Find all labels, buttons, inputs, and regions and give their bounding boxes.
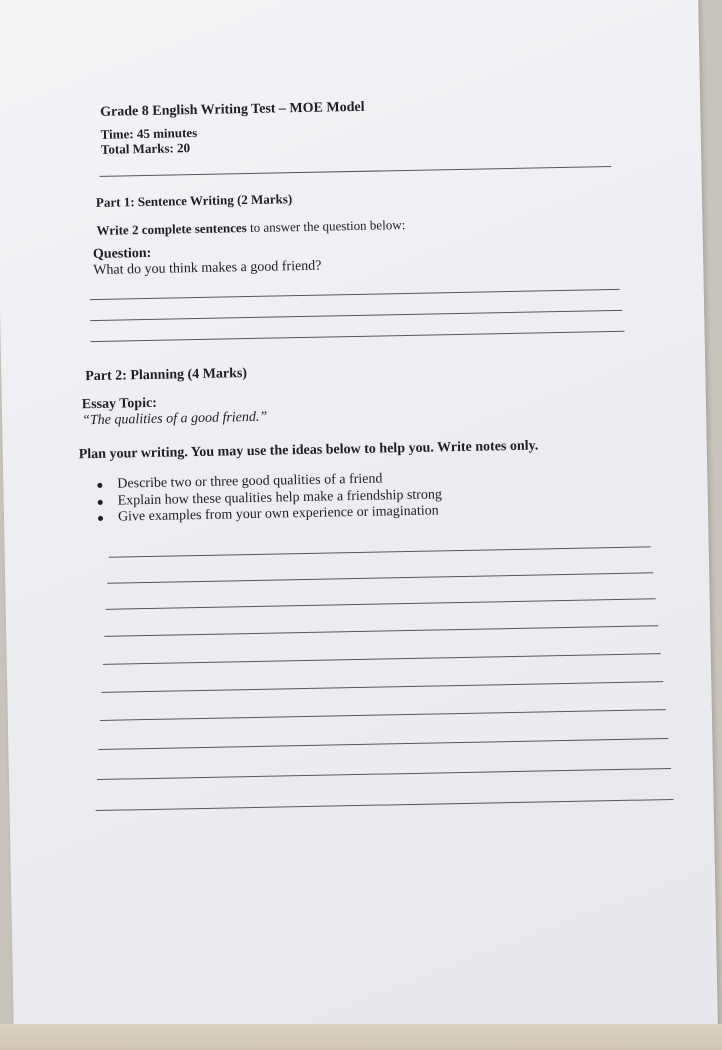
ideas-list — [91, 470, 442, 526]
notes-line — [96, 799, 674, 811]
test-title: Grade 8 English Writing Test – MOE Model — [100, 99, 365, 120]
essay-topic-text: “The qualities of a good friend.” — [81, 409, 268, 429]
list-item: Explain how these qualities help make a friendship strong — [92, 487, 443, 510]
notes-line — [103, 653, 661, 665]
part2-heading: Part 2: Planning (4 Marks) — [85, 366, 248, 385]
time-allowed: Time: 45 minutes — [100, 124, 198, 142]
notes-line — [97, 768, 671, 780]
essay-topic-label: Essay Topic: — [81, 395, 158, 413]
notes-line — [100, 709, 666, 721]
total-marks: Total Marks: 20 — [100, 140, 191, 157]
notes-line — [107, 572, 653, 583]
answer-line — [90, 310, 622, 321]
table-surface — [0, 1024, 722, 1050]
part1-instruction — [96, 217, 405, 239]
notes-line — [106, 598, 656, 610]
question-text: What do you think makes a good friend? — [93, 258, 322, 278]
header-divider — [99, 166, 611, 177]
answer-line — [91, 331, 625, 342]
part1-instruction-emphasis: Write 2 complete sentences — [96, 220, 247, 238]
list-item: Give examples from your own experience or imagination — [92, 503, 443, 526]
part1-instruction-rest: to answer the question below: — [246, 217, 406, 236]
notes-line — [109, 546, 651, 557]
list-item: Describe two or three good qualities of a friend — [91, 470, 442, 493]
notes-line — [104, 625, 658, 637]
planning-instruction: Plan your writing. You may use the ideas below to help you. Write notes only. — [78, 438, 539, 463]
question-label: Question: — [92, 245, 152, 263]
notes-line — [101, 681, 663, 693]
notes-line — [98, 738, 668, 750]
answer-line — [90, 289, 620, 300]
part1-heading: Part 1: Sentence Writing (2 Marks) — [95, 191, 293, 210]
